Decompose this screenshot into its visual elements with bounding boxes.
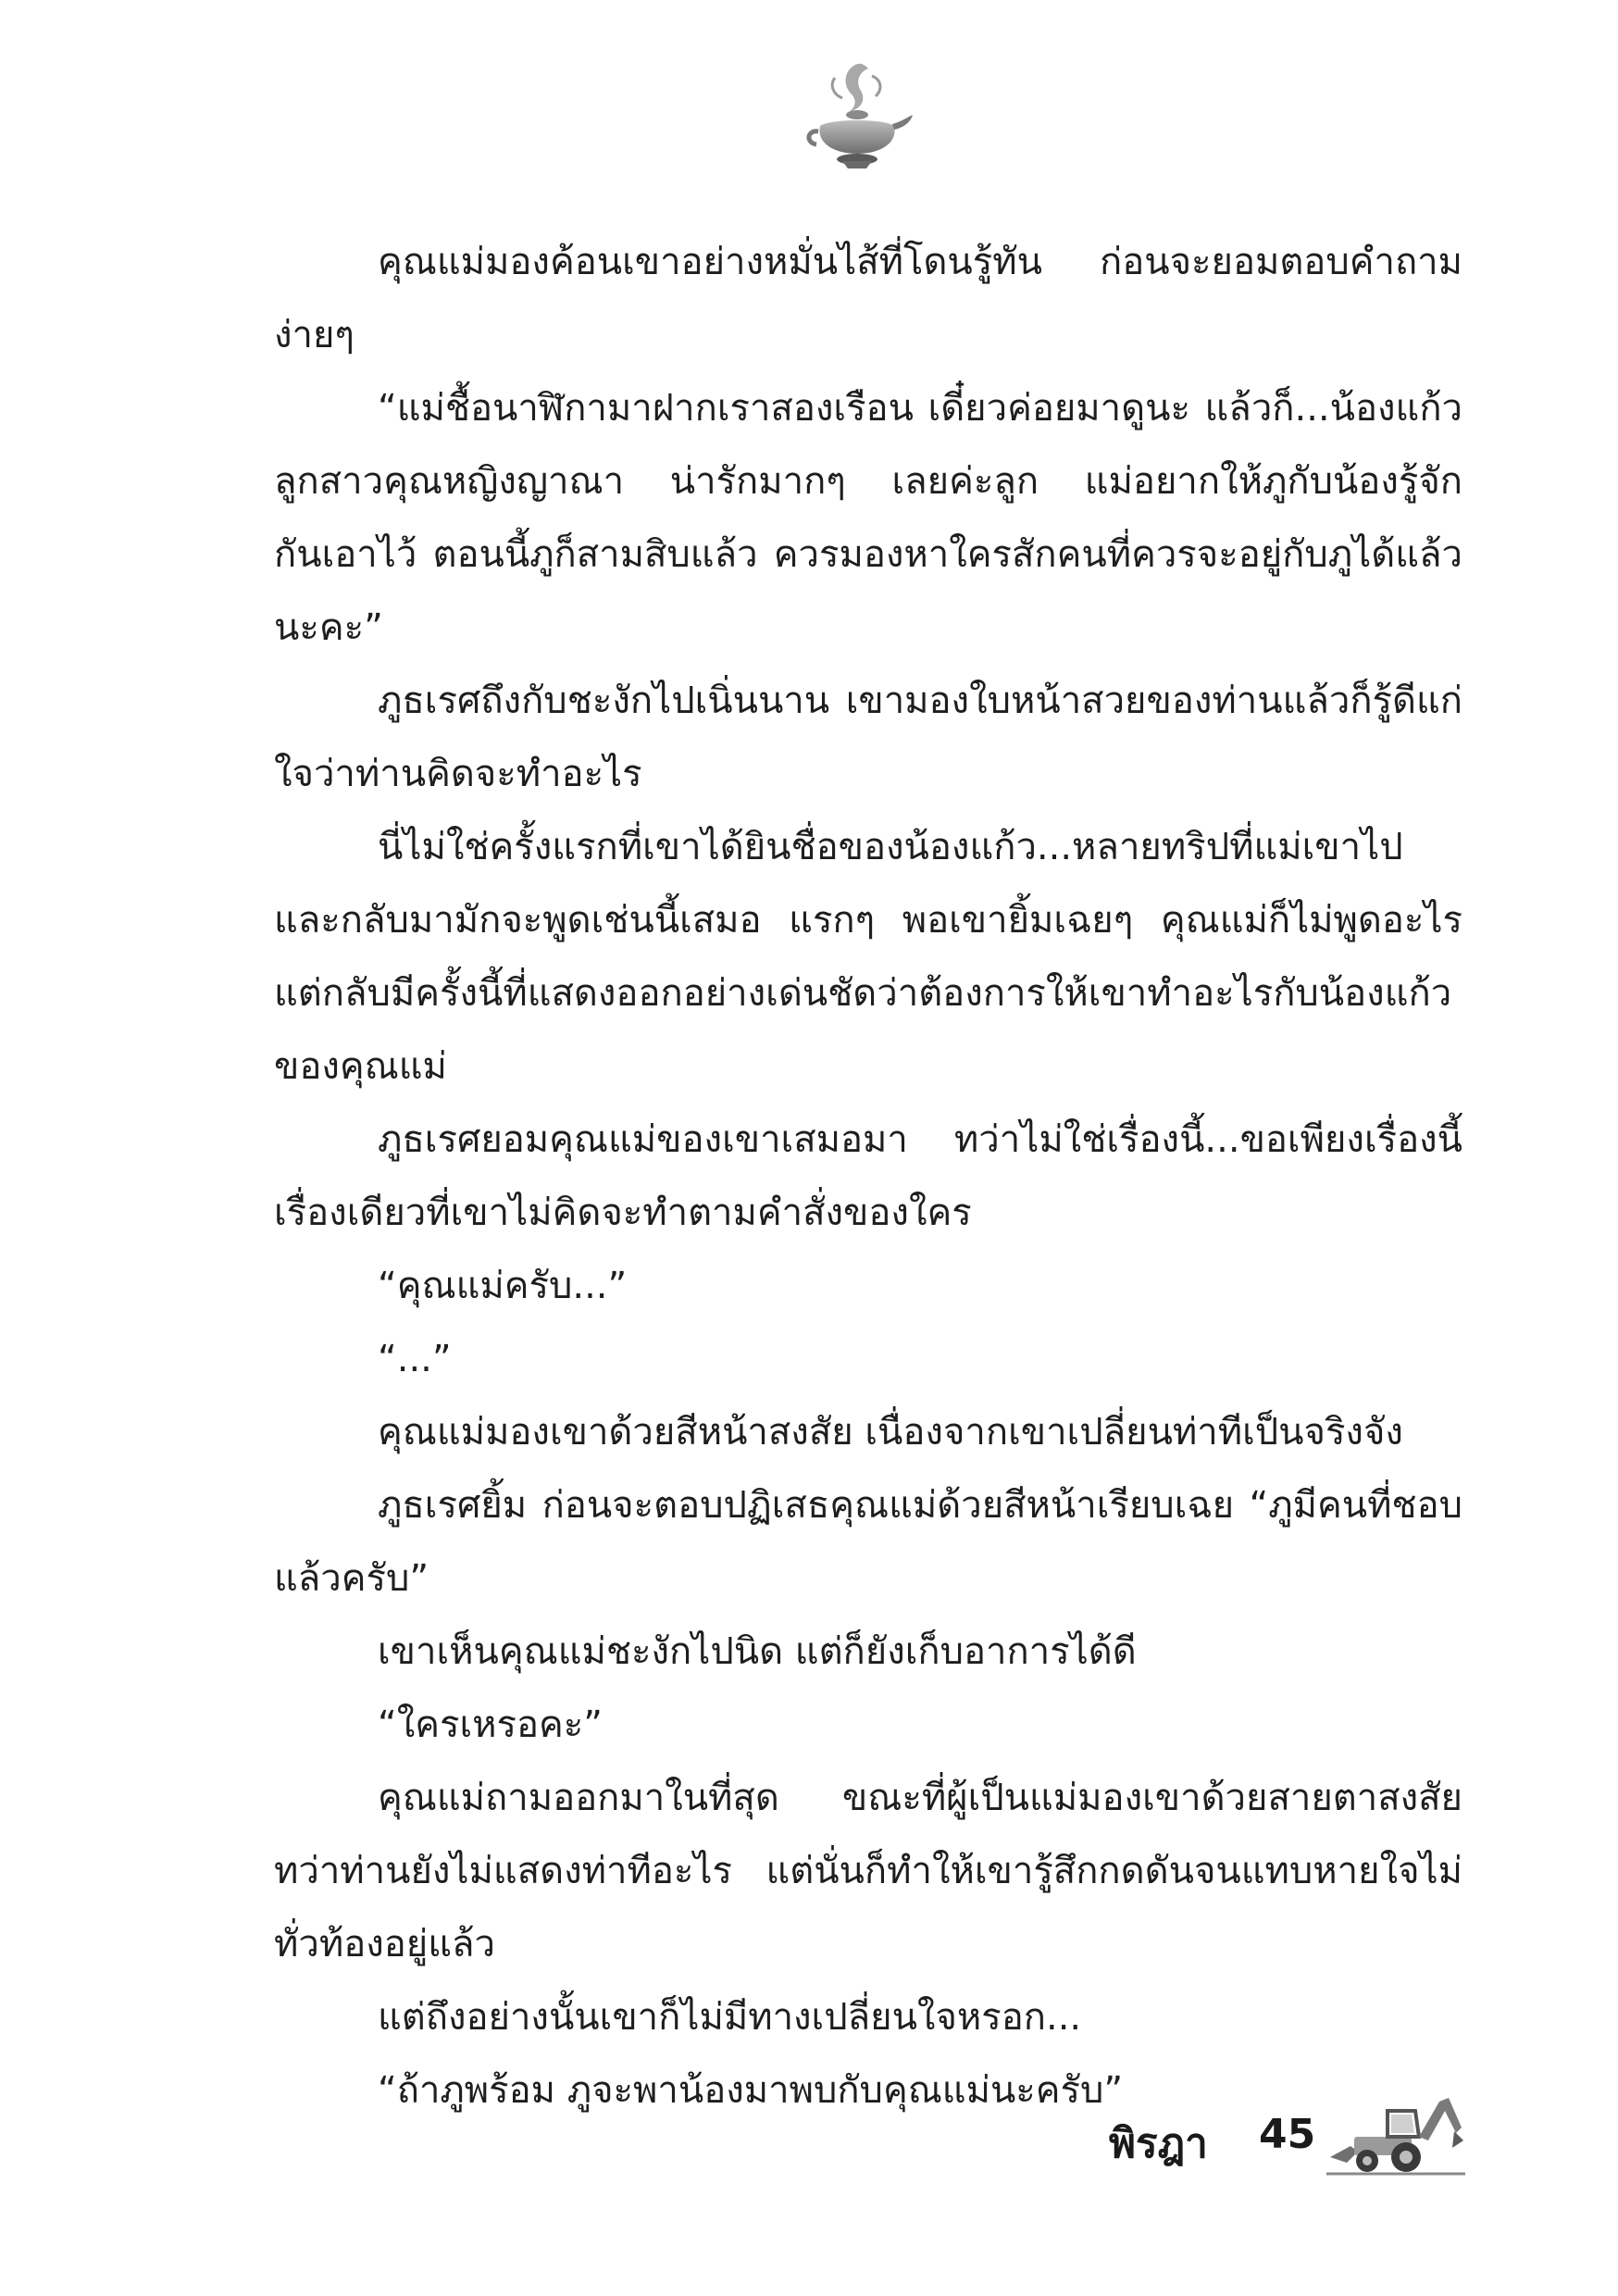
- story-text: [274, 226, 1462, 2128]
- paragraph: “แม่ชื้อนาฬิกามาฝากเราสองเรือน เดี๋ยวค่อยมาดูนะ แล้วก็...น้องแก้วลูกสาวคุณหญิงญาณา น่ารักมากๆ เลยค่ะลูก แม่อยากให้ภูกับน้องรู้จักกันเอาไว้ ตอนนี้ภูก็สามสิบแล้ว ควรมองหาใครสักคนที่ควรจะอยู่กับภูได้แล้วนะคะ”: [274, 387, 1462, 649]
- page-number: 45: [1259, 2111, 1316, 2158]
- paragraph: ภูธเรศยิ้ม ก่อนจะตอบปฏิเสธคุณแม่ด้วยสีหน้าเรียบเฉย “ภูมีคนที่ชอบแล้วครับ”: [274, 1484, 1462, 1600]
- book-title: พิรฎา: [1109, 2120, 1208, 2167]
- page-footer: [1100, 2090, 1488, 2183]
- paragraph: “คุณแม่ครับ...”: [378, 1265, 628, 1307]
- paragraph: แต่ถึงอย่างนั้นเขาก็ไม่มีทางเปลี่ยนใจหรอก...: [378, 1996, 1082, 2039]
- paragraph: นี่ไม่ใช่ครั้งแรกที่เขาได้ยินชื่อของน้องแก้ว...หลายทริปที่แม่เขาไปและกลับมามักจะพูดเช่นนี้เสมอ แรกๆ พอเขายิ้มเฉยๆ คุณแม่ก็ไม่พูดอะไร แต่กลับมีครั้งนี้ที่แสดงออกอย่างเด่นชัดว่าต้องการให้เขาทำอะไรกับน้องแก้วของคุณแม่: [274, 826, 1462, 1088]
- paragraph: ภูธเรศยอมคุณแม่ของเขาเสมอมา ทว่าไม่ใช่เรื่องนี้...ขอเพียงเรื่องนี้เรื่องเดียวที่เขาไม่คิดจะทำตามคำสั่งของใคร: [274, 1118, 1462, 1234]
- paragraph: เขาเห็นคุณแม่ชะงักไปนิด แต่ก็ยังเก็บอาการได้ดี: [378, 1630, 1137, 1673]
- paragraph: “ใครเหรอคะ”: [378, 1703, 604, 1746]
- backhoe-loader-icon: [1326, 2090, 1465, 2177]
- paragraph: “...”: [378, 1338, 452, 1380]
- genie-lamp-icon: [802, 57, 915, 172]
- paragraph: คุณแม่มองค้อนเขาอย่างหมั่นไส้ที่โดนรู้ทัน ก่อนจะยอมตอบคำถามง่ายๆ: [274, 241, 1462, 356]
- paragraph: คุณแม่ถามออกมาในที่สุด ขณะที่ผู้เป็นแม่มองเขาด้วยสายตาสงสัยทว่าท่านยังไม่แสดงท่าทีอะไร แต่นั่นก็ทำให้เขารู้สึกกดดันจนแทบหายใจไม่ทั่วท้องอยู่แล้ว: [274, 1777, 1462, 1965]
- paragraph: คุณแม่มองเขาด้วยสีหน้าสงสัย เนื่องจากเขาเปลี่ยนท่าทีเป็นจริงจัง: [378, 1411, 1403, 1454]
- paragraph: “ถ้าภูพร้อม ภูจะพาน้องมาพบกับคุณแม่นะครับ”: [378, 2069, 1124, 2112]
- paragraph: ภูธเรศถึงกับชะงักไปเนิ่นนาน เขามองใบหน้าสวยของท่านแล้วก็รู้ดีแก่ใจว่าท่านคิดจะทำอะไร: [274, 680, 1462, 795]
